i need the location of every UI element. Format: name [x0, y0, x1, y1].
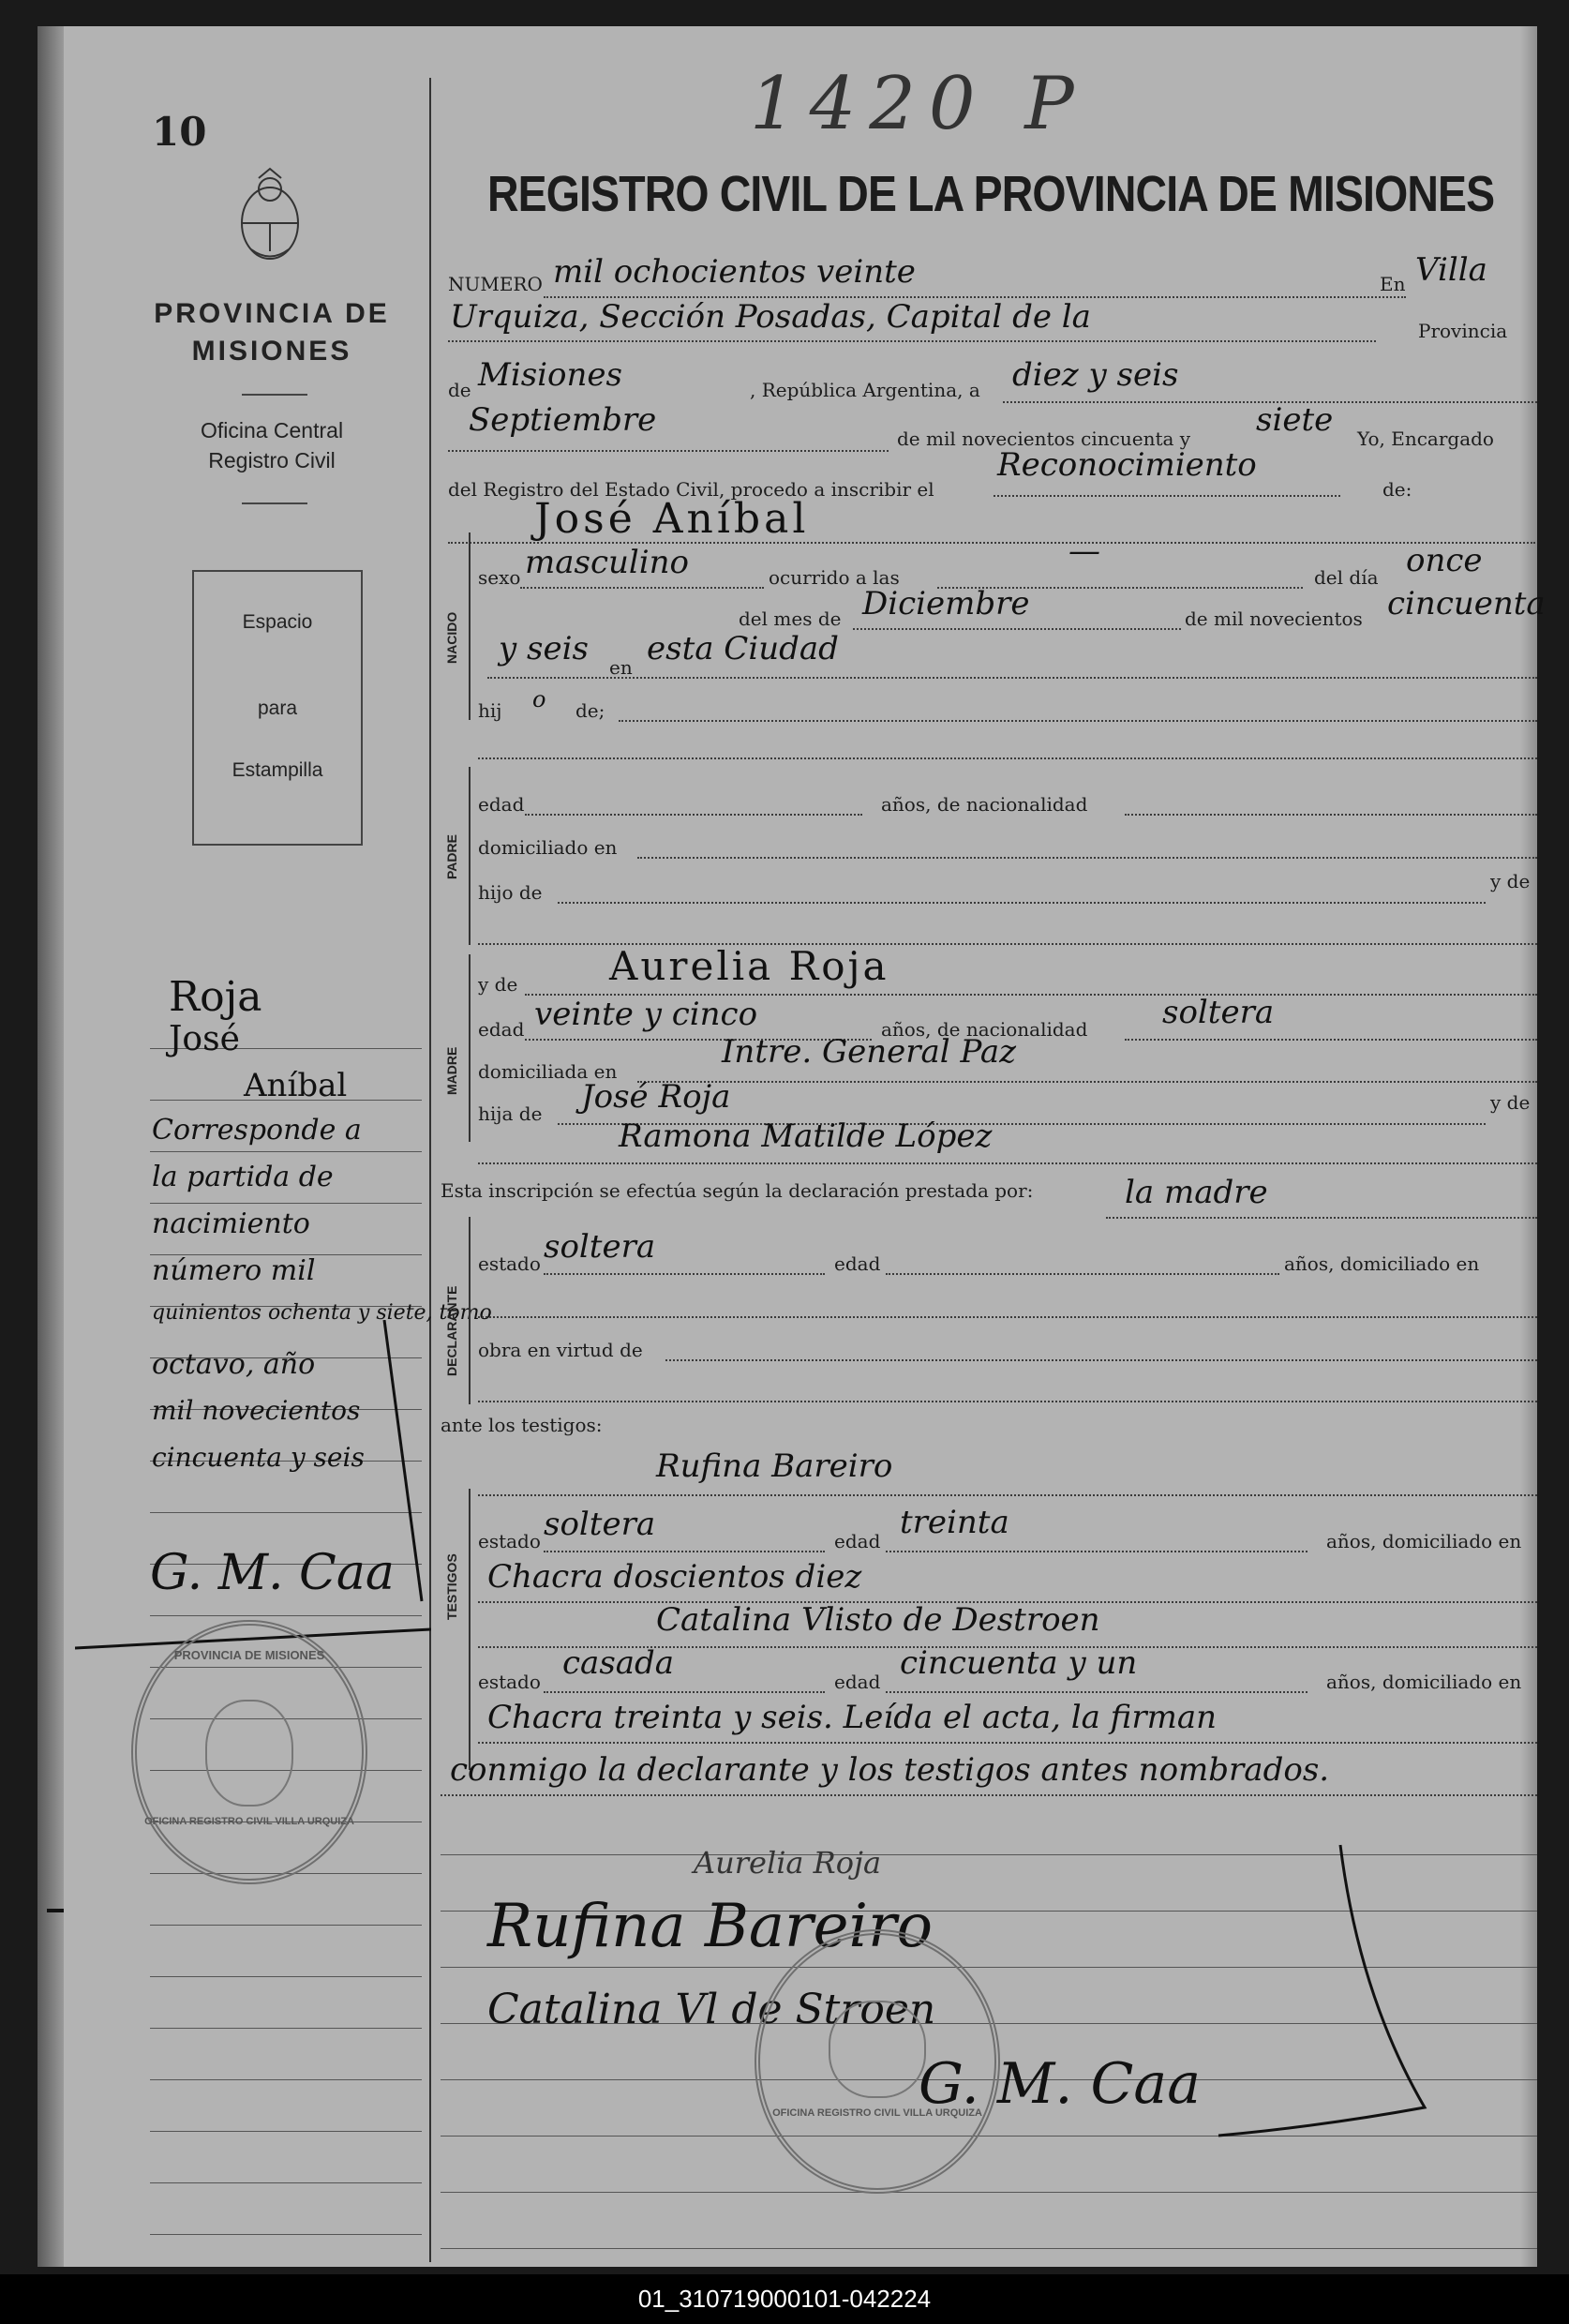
acto-value: Reconocimiento [997, 446, 1257, 484]
document-title: REGISTRO CIVIL DE LA PROVINCIA DE MISIONES [487, 166, 1495, 222]
numero-value: mil ochocientos veinte [553, 253, 916, 291]
madre-edad-label: edad [478, 1018, 525, 1041]
en2-label: en [609, 656, 633, 679]
de-label: de [448, 379, 471, 401]
field-line [478, 1401, 1537, 1402]
t1-edad: treinta [900, 1504, 1009, 1541]
seal-text: OFICINA REGISTRO CIVIL VILLA URQUIZA [772, 2107, 982, 2119]
field-line [619, 720, 1537, 722]
field-line [544, 1551, 825, 1552]
field-line [478, 1162, 1537, 1164]
edad-label: edad [478, 793, 525, 816]
province-name: MISIONES [191, 336, 352, 367]
madre-nombre: Aurelia Roja [609, 943, 889, 989]
anios-dom-label: años, domiciliado en [1284, 1252, 1480, 1275]
field-line [478, 1494, 1537, 1496]
seal-text: OFICINA REGISTRO CIVIL VILLA URQUIZA [144, 1816, 354, 1827]
margin-note-line: nacimiento [152, 1207, 310, 1240]
t2-edad: cincuenta y un [900, 1644, 1138, 1682]
stamp-label: para [257, 697, 298, 719]
madre-domicilio: Intre. General Paz [722, 1033, 1017, 1071]
y-de-label: y de [1490, 870, 1531, 892]
republica-label: , República Argentina, a [750, 379, 980, 401]
page-mark [47, 1909, 64, 1912]
domiciliado-label: domiciliado en [478, 836, 618, 859]
padre-side-label: PADRE [444, 834, 459, 879]
hijo-value: o [532, 686, 546, 712]
field-line [478, 1742, 1537, 1744]
stamp-box [192, 570, 363, 846]
edad2-label: edad [834, 1252, 881, 1275]
field-line [544, 1273, 825, 1275]
registrar-flourish [1162, 1826, 1462, 2164]
dia-value: once [1406, 542, 1483, 579]
separator [242, 502, 307, 504]
de2-label: de: [1382, 478, 1412, 501]
nacido-side-label: NACIDO [444, 611, 459, 664]
madre-edad: veinte y cinco [534, 996, 758, 1033]
section-bracket [469, 1217, 471, 1404]
registro-label: del Registro del Estado Civil, procedo a inscribir el [448, 478, 934, 501]
closing-text: conmigo la declarante y los testigos antes nombrados. [450, 1751, 1330, 1789]
official-seal [131, 1620, 367, 1884]
place-value: Urquiza, Sección Posadas, Capital de la [450, 298, 1091, 336]
stamp-label: Estampilla [232, 759, 323, 781]
en-value: Villa [1415, 251, 1487, 289]
provincia-value: Misiones [478, 356, 622, 394]
t2-estado-label: estado [478, 1671, 541, 1693]
office-label: Oficina Central [200, 418, 344, 442]
t1-estado-label: estado [478, 1530, 541, 1552]
testigos-label: ante los testigos: [441, 1414, 603, 1436]
mes-value: Septiembre [469, 401, 657, 439]
numero-label: NUMERO [448, 273, 543, 295]
declaracion-label: Esta inscripción se efectúa según la declaración prestada por: [441, 1179, 1034, 1202]
margin-note-line: octavo, año [152, 1348, 316, 1381]
anio-value: siete [1256, 401, 1334, 439]
mil-label: de mil novecientos cincuenta y [897, 427, 1191, 450]
section-bracket [469, 532, 471, 720]
page-edge [1520, 26, 1537, 2267]
t2-edad-label: edad [834, 1671, 881, 1693]
madre-side-label: MADRE [444, 1046, 459, 1095]
sexo-value: masculino [525, 544, 690, 581]
margin-note-line: Corresponde a [152, 1114, 362, 1147]
field-line [853, 628, 1181, 630]
document-page [37, 26, 1546, 2267]
margin-note-line: quinientos ochenta y siete, tomo [152, 1301, 492, 1325]
separator [242, 394, 307, 396]
sexo-label: sexo [478, 566, 521, 589]
fecha-value: diez y seis [1012, 356, 1179, 394]
field-line [665, 1359, 1537, 1361]
madre-y-de-label: y de [478, 973, 518, 996]
field-line [1125, 814, 1537, 816]
field-line [478, 757, 1537, 759]
image-id-footer: 01_310719000101-042224 [0, 2274, 1569, 2324]
field-line [448, 450, 889, 452]
office-name: Registro Civil [208, 448, 336, 472]
anios-nac-label: años, de nacionalidad [881, 793, 1088, 816]
field-line [637, 1081, 1537, 1083]
field-line [448, 340, 1376, 342]
lugar-value: esta Ciudad [647, 630, 839, 667]
hora-value: — [1068, 532, 1100, 570]
yo-label: Yo, Encargado [1357, 427, 1494, 450]
margin-note-line: número mil [152, 1254, 316, 1287]
mes-label: del mes de [739, 607, 842, 630]
margin-note-line: mil novecientos [152, 1395, 361, 1426]
t1-domicilio: Chacra doscientos diez [487, 1558, 862, 1596]
t1-edad-label: edad [834, 1530, 881, 1552]
field-line [886, 1273, 1279, 1275]
field-line [520, 587, 764, 589]
seal-text: PROVINCIA DE MISIONES [173, 1648, 325, 1662]
ocurrido-label: ocurrido a las [769, 566, 900, 589]
field-line [886, 1551, 1308, 1552]
field-line [886, 1691, 1308, 1693]
folio-number: 10 [152, 109, 207, 155]
provincia-label: Provincia [1418, 320, 1508, 342]
signature-mother: Aurelia Roja [694, 1845, 882, 1881]
hijo-label: hij [478, 699, 502, 722]
t1-estado: soltera [544, 1506, 656, 1543]
section-bracket [469, 1489, 471, 1770]
madre-madre: Ramona Matilde López [619, 1117, 993, 1155]
field-line [994, 495, 1340, 497]
field-line [1125, 1039, 1537, 1041]
hijo-de2-label: hijo de [478, 881, 543, 904]
dia-label: del día [1314, 566, 1379, 589]
anio2b-value: y seis [499, 630, 589, 667]
province-label: PROVINCIA DE [154, 298, 390, 329]
anio2-value: cincuenta [1387, 585, 1546, 622]
nombre-value: José Aníbal [534, 495, 810, 543]
field-line [544, 1691, 825, 1693]
margin-note-line: Aníbal [244, 1067, 348, 1104]
testigo2-name: Catalina Vlisto de Destroen [656, 1601, 1100, 1639]
margin-note-line: cincuenta y seis [152, 1442, 365, 1473]
column-divider [429, 78, 431, 2262]
field-line [525, 814, 862, 816]
field-line [637, 857, 1537, 859]
section-bracket [469, 954, 471, 1142]
testigo1-name: Rufina Bareiro [656, 1447, 893, 1485]
stamp-label: Espacio [242, 611, 313, 633]
t2-domicilio: Chacra treinta y seis. Leída el acta, la firman [487, 1699, 1217, 1736]
mes2-value: Diciembre [862, 585, 1030, 622]
madre-hija-label: hija de [478, 1102, 543, 1125]
signature-registrar: G. M. Caa [919, 2051, 1201, 2117]
obra-label: obra en virtud de [478, 1339, 643, 1361]
estado-value: soltera [544, 1228, 656, 1266]
mil2-label: de mil novecientos [1185, 607, 1363, 630]
margin-note-line: Roja [169, 973, 262, 1021]
madre-nacionalidad: soltera [1162, 994, 1275, 1031]
handwritten-reference: 1420 P [750, 62, 1087, 146]
madre-padre: José Roja [581, 1078, 731, 1116]
t1-anios-label: años, domiciliado en [1326, 1530, 1522, 1552]
official-seal-bottom [755, 1929, 1000, 2194]
signature-witness2: Catalina Vl de Stroen [487, 1986, 936, 2033]
field-line [441, 1794, 1537, 1796]
book-binding [37, 26, 64, 2267]
en-label: En [1380, 273, 1406, 295]
declarante-side-label: DECLARANTE [444, 1285, 459, 1376]
testigos-side-label: TESTIGOS [444, 1553, 459, 1620]
madre-y-de2-label: y de [1490, 1091, 1531, 1114]
field-line [478, 1316, 1537, 1318]
margin-signature: G. M. Caa [150, 1545, 395, 1601]
madre-anios-label: años, de nacionalidad [881, 1018, 1088, 1041]
field-line [558, 902, 1486, 904]
coat-of-arms-icon [232, 165, 307, 268]
declarante-value: la madre [1125, 1174, 1268, 1211]
field-line [1106, 1217, 1537, 1219]
madre-dom-label: domiciliada en [478, 1060, 618, 1083]
margin-note-line: la partida de [152, 1161, 334, 1193]
section-bracket [469, 767, 471, 945]
t2-estado: casada [562, 1644, 675, 1682]
t2-anios-label: años, domiciliado en [1326, 1671, 1522, 1693]
hijo-de-label: de; [575, 699, 605, 722]
margin-note-line: José [169, 1020, 240, 1058]
signature-witness1: Rufina Bareiro [487, 1892, 934, 1961]
field-line [487, 677, 1537, 679]
estado-label: estado [478, 1252, 541, 1275]
